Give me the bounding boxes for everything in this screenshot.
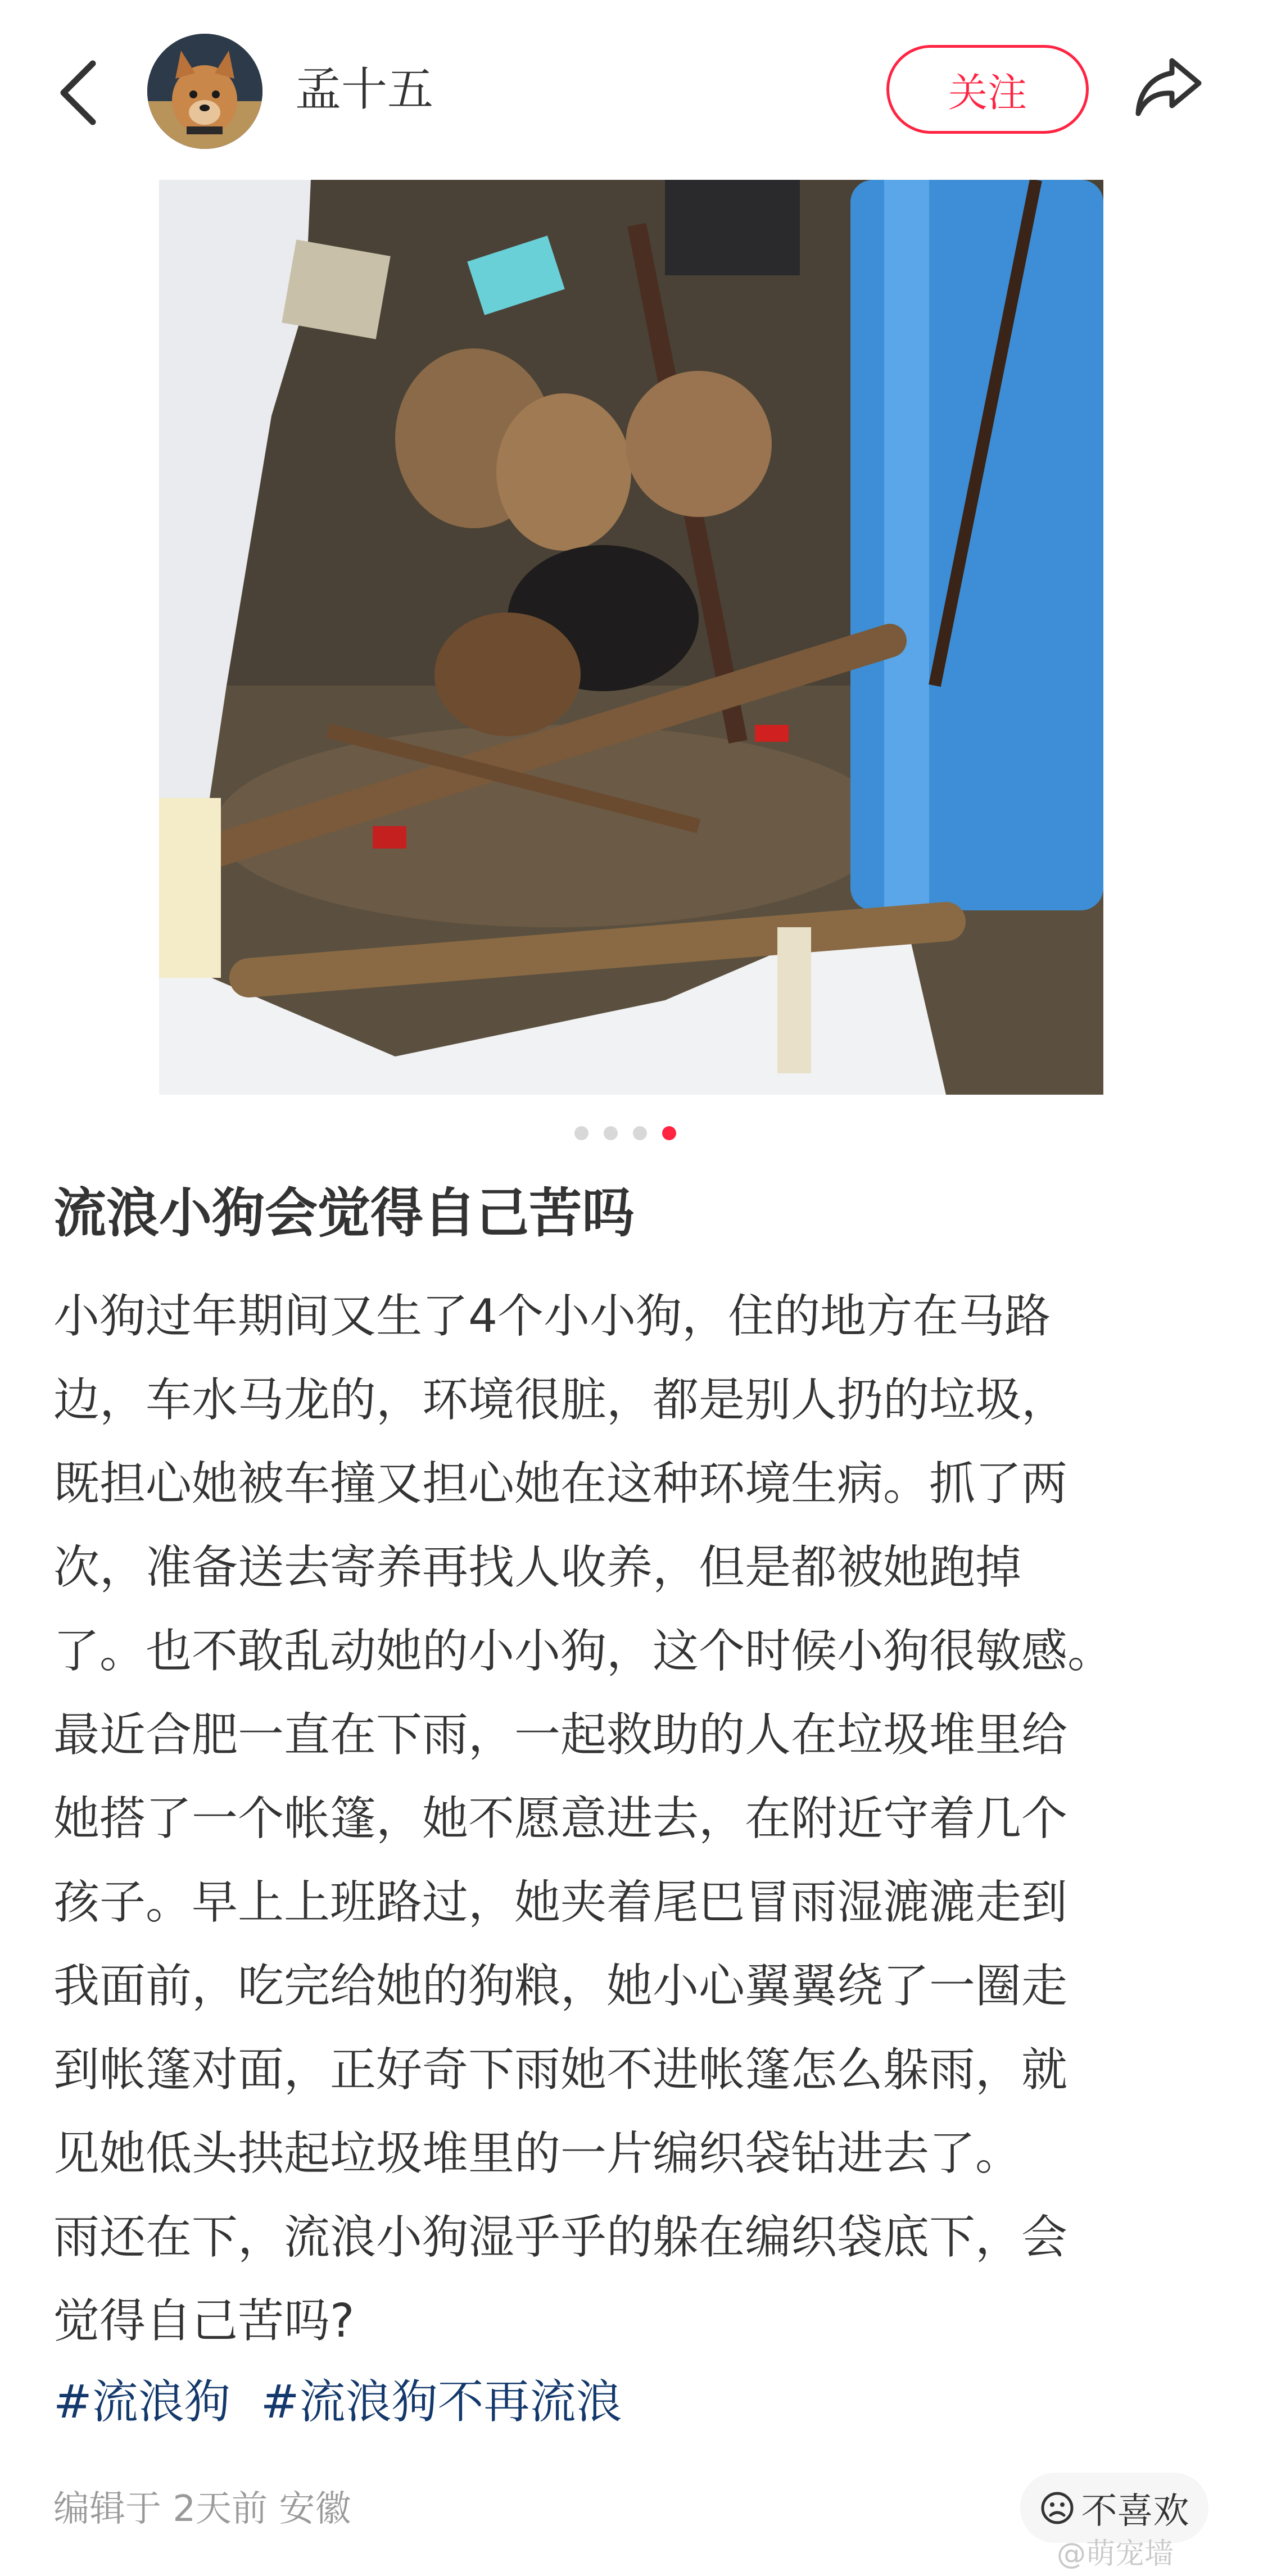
- sad-face-icon: [1040, 2491, 1075, 2525]
- edit-meta: 编辑于 2天前 安徽: [53, 2488, 351, 2530]
- share-icon[interactable]: [1133, 51, 1206, 124]
- watermark: @萌宠墙: [1057, 2537, 1174, 2571]
- post-body-line: 既担心她被车撞又担心她在这种环境生病。抓了两: [53, 1457, 1068, 1511]
- post-body-line: 边，车水马龙的，环境很脏，都是别人扔的垃圾，: [53, 1373, 1068, 1427]
- author-name[interactable]: 孟十五: [295, 63, 434, 116]
- post-body-line: 次，准备送去寄养再找人收养，但是都被她跑掉: [53, 1541, 1022, 1594]
- carousel-dot[interactable]: [604, 1126, 618, 1140]
- post-body-line: 见她低头拱起垃圾堆里的一片编织袋钻进去了。: [53, 2127, 1022, 2180]
- hashtag-link[interactable]: #流浪狗: [53, 2375, 230, 2429]
- post-body-line: 我面前，吃完给她的狗粮，她小心翼翼绕了一圈走: [53, 1960, 1068, 2013]
- post-body-line: 了。也不敢乱动她的小小狗，这个时候小狗很敏感。: [53, 1625, 1114, 1678]
- post-body-line: 她搭了一个帐篷，她不愿意进去，在附近守着几个: [53, 1792, 1068, 1845]
- carousel-dot[interactable]: [574, 1126, 589, 1140]
- post-body-line: 孩子。早上上班路过，她夹着尾巴冒雨湿漉漉走到: [53, 1876, 1068, 1929]
- post-body-line: 小狗过年期间又生了4个小小狗，住的地方在马路: [53, 1290, 1051, 1343]
- back-arrow-icon[interactable]: [53, 53, 104, 132]
- dislike-button[interactable]: [1020, 2473, 1208, 2543]
- carousel-indicator: [574, 1126, 687, 1143]
- hashtag-link[interactable]: #流浪狗不再流浪: [260, 2375, 622, 2429]
- follow-button[interactable]: 关注: [886, 45, 1089, 134]
- post-body-line: 雨还在下，流浪小狗湿乎乎的躲在编织袋底下，会: [53, 2211, 1068, 2264]
- hashtags: [53, 2369, 638, 2436]
- top-bar: [0, 0, 1263, 185]
- post-body-line: 觉得自己苦吗?: [53, 2294, 355, 2348]
- dislike-label: 不喜欢: [1081, 2490, 1189, 2532]
- carousel-dot[interactable]: [633, 1126, 647, 1140]
- post-body-line: 到帐篷对面，正好奇下雨她不进帐篷怎么躲雨，就: [53, 2043, 1068, 2097]
- post-title: 流浪小狗会觉得自己苦吗: [53, 1183, 635, 1244]
- author-avatar[interactable]: [147, 34, 262, 149]
- post-body: [53, 1275, 1228, 2363]
- carousel-dot-active[interactable]: [662, 1126, 676, 1140]
- post-photo[interactable]: [159, 180, 1103, 1095]
- post-body-line: 最近合肥一直在下雨，一起救助的人在垃圾堆里给: [53, 1708, 1068, 1762]
